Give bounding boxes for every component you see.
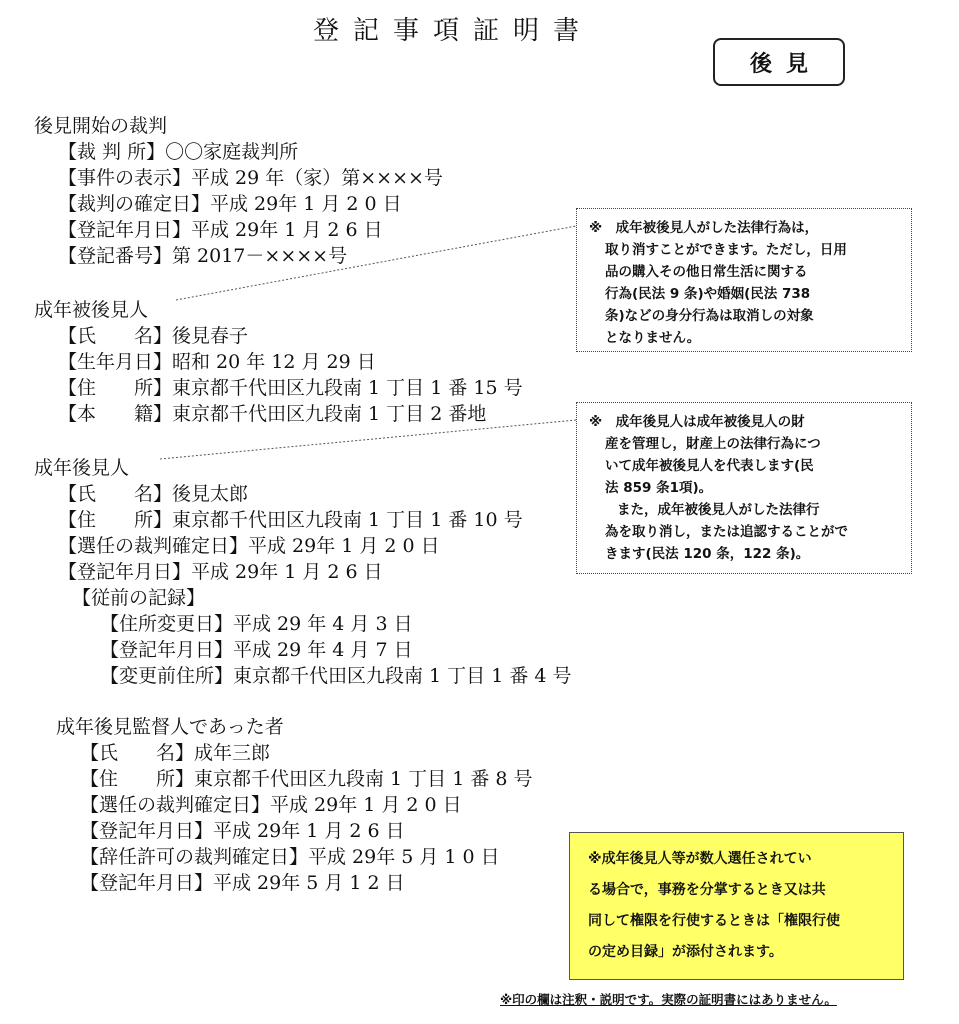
note-line: 同して権限を行使するときは「権限行使	[588, 913, 840, 929]
note-line: 法 859 条1項)。	[605, 480, 713, 496]
prior-record-heading: 【従前の記録】	[72, 587, 206, 609]
ward-row: 【生年月日】昭和 20 年 12 月 29 日	[58, 351, 376, 373]
note-line: ※ 成年後見人は成年被後見人の財	[589, 414, 805, 430]
guardian-row: 【選任の裁判確定日】平成 29年 1 月 2 0 日	[58, 535, 440, 557]
guardian-row: 【氏 名】後見太郎	[58, 483, 249, 505]
section-heading-guardian: 成年後見人	[34, 457, 130, 479]
note-line: ※成年後見人等が数人選任されてい	[588, 851, 812, 867]
start-judgment-row: 【事件の表示】平成 29 年（家）第××××号	[58, 167, 443, 189]
start-judgment-row: 【裁判の確定日】平成 29年 1 月 2 0 日	[58, 193, 402, 215]
prior-record-row: 【変更前住所】東京都千代田区九段南 1 丁目 1 番 4 号	[100, 665, 572, 687]
start-judgment-row: 【裁 判 所】〇〇家庭裁判所	[58, 141, 299, 163]
note-line: の定め目録」が添付されます。	[588, 944, 783, 960]
supervisor-row: 【氏 名】成年三郎	[80, 742, 271, 764]
ward-row: 【住 所】東京都千代田区九段南 1 丁目 1 番 15 号	[58, 377, 523, 399]
ward-row: 【本 籍】東京都千代田区九段南 1 丁目 2 番地	[58, 403, 487, 425]
note-line: となりません。	[605, 330, 701, 346]
prior-record-row: 【住所変更日】平成 29 年 4 月 3 日	[100, 613, 413, 635]
prior-record-row: 【登記年月日】平成 29 年 4 月 7 日	[100, 639, 413, 661]
supervisor-row: 【登記年月日】平成 29年 1 月 2 6 日	[80, 820, 405, 842]
note-ward-legal-acts	[576, 208, 912, 352]
guardian-row: 【住 所】東京都千代田区九段南 1 丁目 1 番 10 号	[58, 509, 523, 531]
note-guardian-authority	[576, 402, 912, 574]
note-line: 産を管理し，財産上の法律行為につ	[605, 436, 821, 452]
document-title: 登記事項証明書	[313, 16, 594, 46]
note-line: 条)などの身分行為は取消しの対象	[605, 308, 814, 324]
note-line: 品の購入その他日常生活に関する	[605, 264, 808, 280]
supervisor-row: 【辞任許可の裁判確定日】平成 29年 5 月 1 0 日	[80, 846, 500, 868]
note-line: 行為(民法 9 条)や婚姻(民法 738	[605, 286, 811, 302]
ward-row: 【氏 名】後見春子	[58, 325, 249, 347]
start-judgment-row: 【登記番号】第 2017－××××号	[58, 245, 348, 267]
note-line: ※ 成年被後見人がした法律行為は，	[589, 220, 819, 236]
note-line: また，成年被後見人がした法律行	[617, 502, 820, 518]
note-multiple-guardians	[569, 832, 904, 980]
note-line: きます(民法 120 条，122 条)。	[605, 546, 810, 562]
note-line: 取り消すことができます。ただし，日用	[605, 242, 847, 258]
section-heading-ward: 成年被後見人	[34, 299, 149, 321]
note-line: 為を取り消し，または追認することがで	[605, 524, 848, 540]
note-line: いて成年被後見人を代表します(民	[605, 458, 814, 474]
note-line: る場合で，事務を分掌するとき又は共	[588, 882, 826, 898]
guardianship-type-badge: 後見	[713, 38, 845, 86]
supervisor-row: 【住 所】東京都千代田区九段南 1 丁目 1 番 8 号	[80, 768, 533, 790]
section-heading-former-supervisor: 成年後見監督人であった者	[56, 716, 284, 738]
supervisor-row: 【登記年月日】平成 29年 5 月 1 2 日	[80, 872, 405, 894]
footer-disclaimer: ※印の欄は注釈・説明です。実際の証明書にはありません。	[500, 992, 837, 1007]
supervisor-row: 【選任の裁判確定日】平成 29年 1 月 2 0 日	[80, 794, 462, 816]
start-judgment-row: 【登記年月日】平成 29年 1 月 2 6 日	[58, 219, 383, 241]
guardian-row: 【登記年月日】平成 29年 1 月 2 6 日	[58, 561, 383, 583]
section-heading-start-judgment: 後見開始の裁判	[34, 115, 168, 137]
